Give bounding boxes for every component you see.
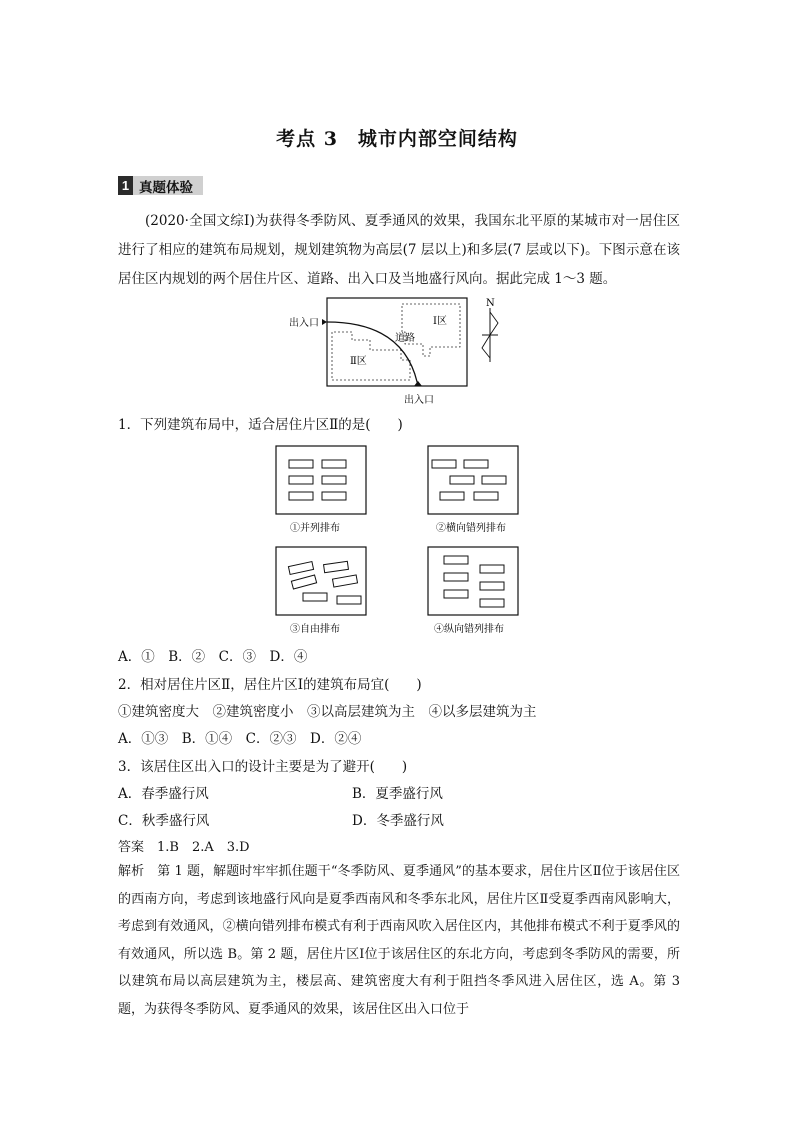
answer-line: 答案 1.B 2.A 3.D: [118, 840, 250, 855]
entrance-bottom-arrow: [414, 381, 422, 386]
layout-1-label: ①并列排布: [290, 523, 340, 534]
q1-options: A．① B．② C．③ D．④: [118, 649, 308, 665]
layout-4-vertical-staggered: [428, 547, 518, 615]
section-header: [118, 176, 203, 195]
layout-2-horizontal-staggered: [428, 446, 518, 514]
wind-rose-ne: [490, 312, 498, 335]
q2-options: A．①③ B．①④ C．②③ D．②④: [118, 731, 362, 747]
q3-option-c: C．秋季盛行风: [118, 813, 210, 829]
layout-1-parallel: [276, 446, 366, 514]
zone1-label: Ⅰ区: [433, 316, 447, 327]
zone2-label: Ⅱ区: [350, 356, 367, 367]
wind-rose-sw: [482, 335, 490, 358]
zone1-boundary: [402, 304, 460, 356]
q3-option-a: A．春季盛行风: [118, 786, 209, 802]
q3-stem: 3．该居住区出入口的设计主要是为了避开( ): [118, 759, 408, 775]
section-label: 真题体验: [139, 179, 193, 196]
north-label: N: [486, 298, 495, 309]
residential-map: [280, 292, 520, 408]
layout-2-label: ②横向错列排布: [436, 523, 506, 534]
layout-3-free: [276, 547, 366, 615]
section-number: 1: [118, 176, 133, 195]
page-title: 考点 3 城市内部空间结构: [276, 128, 518, 150]
q2-stem: 2．相对居住片区Ⅱ，居住片区Ⅰ的建筑布局宜( ): [118, 677, 422, 693]
layout-3-label: ③自由排布: [290, 624, 340, 635]
q3-option-b: B．夏季盛行风: [352, 786, 443, 802]
layout-diagrams: [270, 444, 550, 640]
intro-paragraph: (2020·全国文综Ⅰ)为获得冬季防风、夏季通风的效果，我国东北平原的某城市对一居住区进行了相应的建筑布局规划，规划建筑物为高层(7 层以上)和多层(7 层或以下)。下图示意在该居住区内规划的两个居住片区、道路、出入口及当地盛行风向。据此完成 1～3 题。: [118, 213, 680, 287]
analysis-paragraph: 解析 第 1 题，解题时牢牢抓住题干“冬季防风、夏季通风”的基本要求，居住片区Ⅱ位于该居住区的西南方向，考虑到该地盛行风向是夏季西南风和冬季东北风，居住片区Ⅱ受夏季西南风影响大，考虑到有效通风，②横向错列排布模式有利于西南风吹入居住区内，其他排布模式不利于夏季风的有效通风，所以选 B。第 2 题，居住片区Ⅰ位于该居住区的东北方向，考虑到冬季防风的需要，所以建筑布局以高层建筑为主，楼层高、建筑密度大有利于阻挡冬季风进入居住区，选 A。第 3 题，为获得冬季防风、夏季通风的效果，该居住区出入口位于: [118, 864, 680, 1017]
entrance-bottom-label: 出入口: [404, 395, 434, 406]
entrance-left-label: 出入口: [289, 318, 319, 329]
layout-4-label: ④纵向错列排布: [434, 624, 504, 635]
q3-option-d: D．冬季盛行风: [352, 813, 444, 829]
q2-items: ①建筑密度大 ②建筑密度小 ③以高层建筑为主 ④以多层建筑为主: [118, 704, 537, 720]
entrance-left-arrow: [322, 319, 327, 325]
road-label: 道路: [395, 333, 415, 344]
q1-stem: 1．下列建筑布局中，适合居住片区Ⅱ的是( ): [118, 417, 403, 433]
